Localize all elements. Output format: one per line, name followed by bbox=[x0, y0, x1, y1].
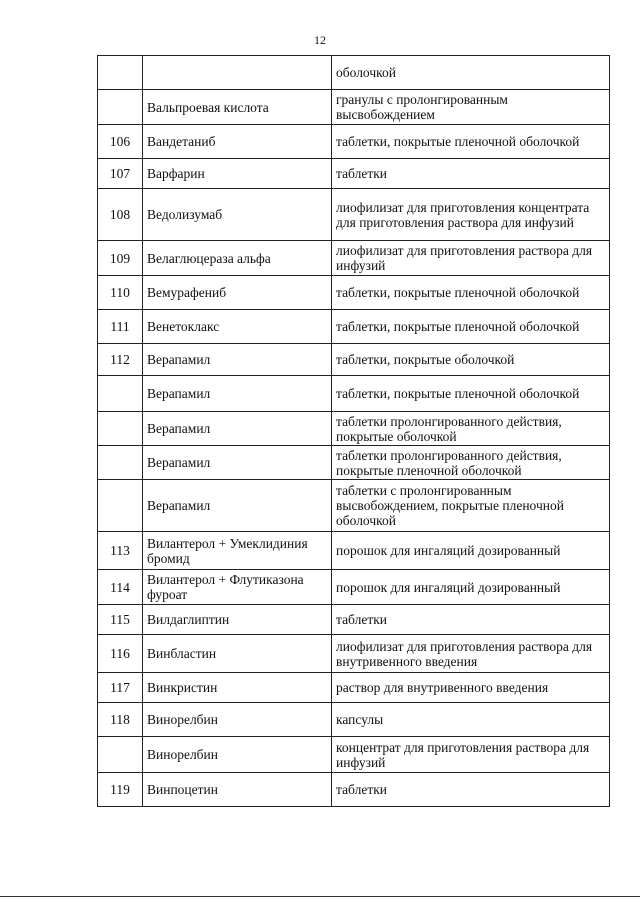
table-row bbox=[98, 446, 610, 480]
drug-name: Вальпроевая кислота bbox=[143, 90, 332, 125]
table-row bbox=[98, 344, 610, 376]
page-number: 12 bbox=[314, 33, 326, 47]
dosage-form: концентрат для приготовления раствора для инфузий bbox=[332, 737, 610, 773]
table-row bbox=[98, 125, 610, 159]
dosage-form: капсулы bbox=[332, 703, 610, 737]
row-number: 113 bbox=[98, 532, 143, 570]
drug-name: Вилантерол + Флутиказона фуроат bbox=[143, 570, 332, 605]
row-number: 109 bbox=[98, 241, 143, 276]
drug-name: Велаглюцераза альфа bbox=[143, 241, 332, 276]
table-row bbox=[98, 635, 610, 673]
table-row bbox=[98, 412, 610, 446]
dosage-form: оболочкой bbox=[332, 56, 610, 90]
dosage-form: таблетки, покрытые пленочной оболочкой bbox=[332, 125, 610, 159]
row-number: 116 bbox=[98, 635, 143, 673]
table-row bbox=[98, 737, 610, 773]
table-row bbox=[98, 276, 610, 310]
row-number bbox=[98, 412, 143, 446]
dosage-form: таблетки, покрытые пленочной оболочкой bbox=[332, 376, 610, 412]
table-row bbox=[98, 703, 610, 737]
row-number: 112 bbox=[98, 344, 143, 376]
dosage-form: порошок для ингаляций дозированный bbox=[332, 532, 610, 570]
dosage-form: лиофилизат для приготовления концентрата для приготовления раствора для инфузий bbox=[332, 189, 610, 241]
table-row bbox=[98, 241, 610, 276]
row-number: 107 bbox=[98, 159, 143, 189]
drug-name: Варфарин bbox=[143, 159, 332, 189]
dosage-form: лиофилизат для приготовления раствора для инфузий bbox=[332, 241, 610, 276]
dosage-form: таблетки, покрытые пленочной оболочкой bbox=[332, 310, 610, 344]
row-number bbox=[98, 376, 143, 412]
drug-name: Винорелбин bbox=[143, 703, 332, 737]
drug-name: Верапамил bbox=[143, 480, 332, 532]
dosage-form: лиофилизат для приготовления раствора для внутривенного введения bbox=[332, 635, 610, 673]
table-row bbox=[98, 570, 610, 605]
drug-name: Верапамил bbox=[143, 376, 332, 412]
table-row bbox=[98, 673, 610, 703]
drug-name: Вилантерол + Умеклидиния бромид bbox=[143, 532, 332, 570]
drug-name: Ведолизумаб bbox=[143, 189, 332, 241]
drug-name: Верапамил bbox=[143, 446, 332, 480]
table-row bbox=[98, 376, 610, 412]
row-number bbox=[98, 90, 143, 125]
table-row bbox=[98, 773, 610, 807]
drug-name: Верапамил bbox=[143, 412, 332, 446]
drug-name bbox=[143, 56, 332, 90]
dosage-form: гранулы с пролонгированным высвобождением bbox=[332, 90, 610, 125]
table-row bbox=[98, 159, 610, 189]
table-row bbox=[98, 310, 610, 344]
bottom-divider bbox=[0, 896, 640, 897]
drug-name: Винбластин bbox=[143, 635, 332, 673]
row-number bbox=[98, 56, 143, 90]
drug-name: Винорелбин bbox=[143, 737, 332, 773]
drug-name: Винпоцетин bbox=[143, 773, 332, 807]
drug-table bbox=[97, 55, 610, 807]
table-body bbox=[98, 56, 610, 807]
row-number: 111 bbox=[98, 310, 143, 344]
drug-name: Верапамил bbox=[143, 344, 332, 376]
drug-name: Венетоклакс bbox=[143, 310, 332, 344]
dosage-form: раствор для внутривенного введения bbox=[332, 673, 610, 703]
dosage-form: таблетки bbox=[332, 773, 610, 807]
row-number: 118 bbox=[98, 703, 143, 737]
dosage-form: порошок для ингаляций дозированный bbox=[332, 570, 610, 605]
row-number bbox=[98, 446, 143, 480]
table-row bbox=[98, 90, 610, 125]
dosage-form: таблетки пролонгированного действия, покрытые пленочной оболочкой bbox=[332, 446, 610, 480]
row-number: 106 bbox=[98, 125, 143, 159]
row-number: 115 bbox=[98, 605, 143, 635]
table-row bbox=[98, 532, 610, 570]
table-row bbox=[98, 480, 610, 532]
table-row bbox=[98, 605, 610, 635]
dosage-form: таблетки с пролонгированным высвобождением, покрытые пленочной оболочкой bbox=[332, 480, 610, 532]
row-number: 108 bbox=[98, 189, 143, 241]
drug-name: Вандетаниб bbox=[143, 125, 332, 159]
row-number: 119 bbox=[98, 773, 143, 807]
table-row bbox=[98, 189, 610, 241]
dosage-form: таблетки, покрытые оболочкой bbox=[332, 344, 610, 376]
row-number bbox=[98, 737, 143, 773]
dosage-form: таблетки bbox=[332, 159, 610, 189]
row-number: 110 bbox=[98, 276, 143, 310]
drug-name: Винкристин bbox=[143, 673, 332, 703]
dosage-form: таблетки пролонгированного действия, покрытые оболочкой bbox=[332, 412, 610, 446]
table-row bbox=[98, 56, 610, 90]
row-number: 114 bbox=[98, 570, 143, 605]
row-number bbox=[98, 480, 143, 532]
dosage-form: таблетки bbox=[332, 605, 610, 635]
drug-name: Вемурафениб bbox=[143, 276, 332, 310]
row-number: 117 bbox=[98, 673, 143, 703]
dosage-form: таблетки, покрытые пленочной оболочкой bbox=[332, 276, 610, 310]
drug-name: Вилдаглиптин bbox=[143, 605, 332, 635]
